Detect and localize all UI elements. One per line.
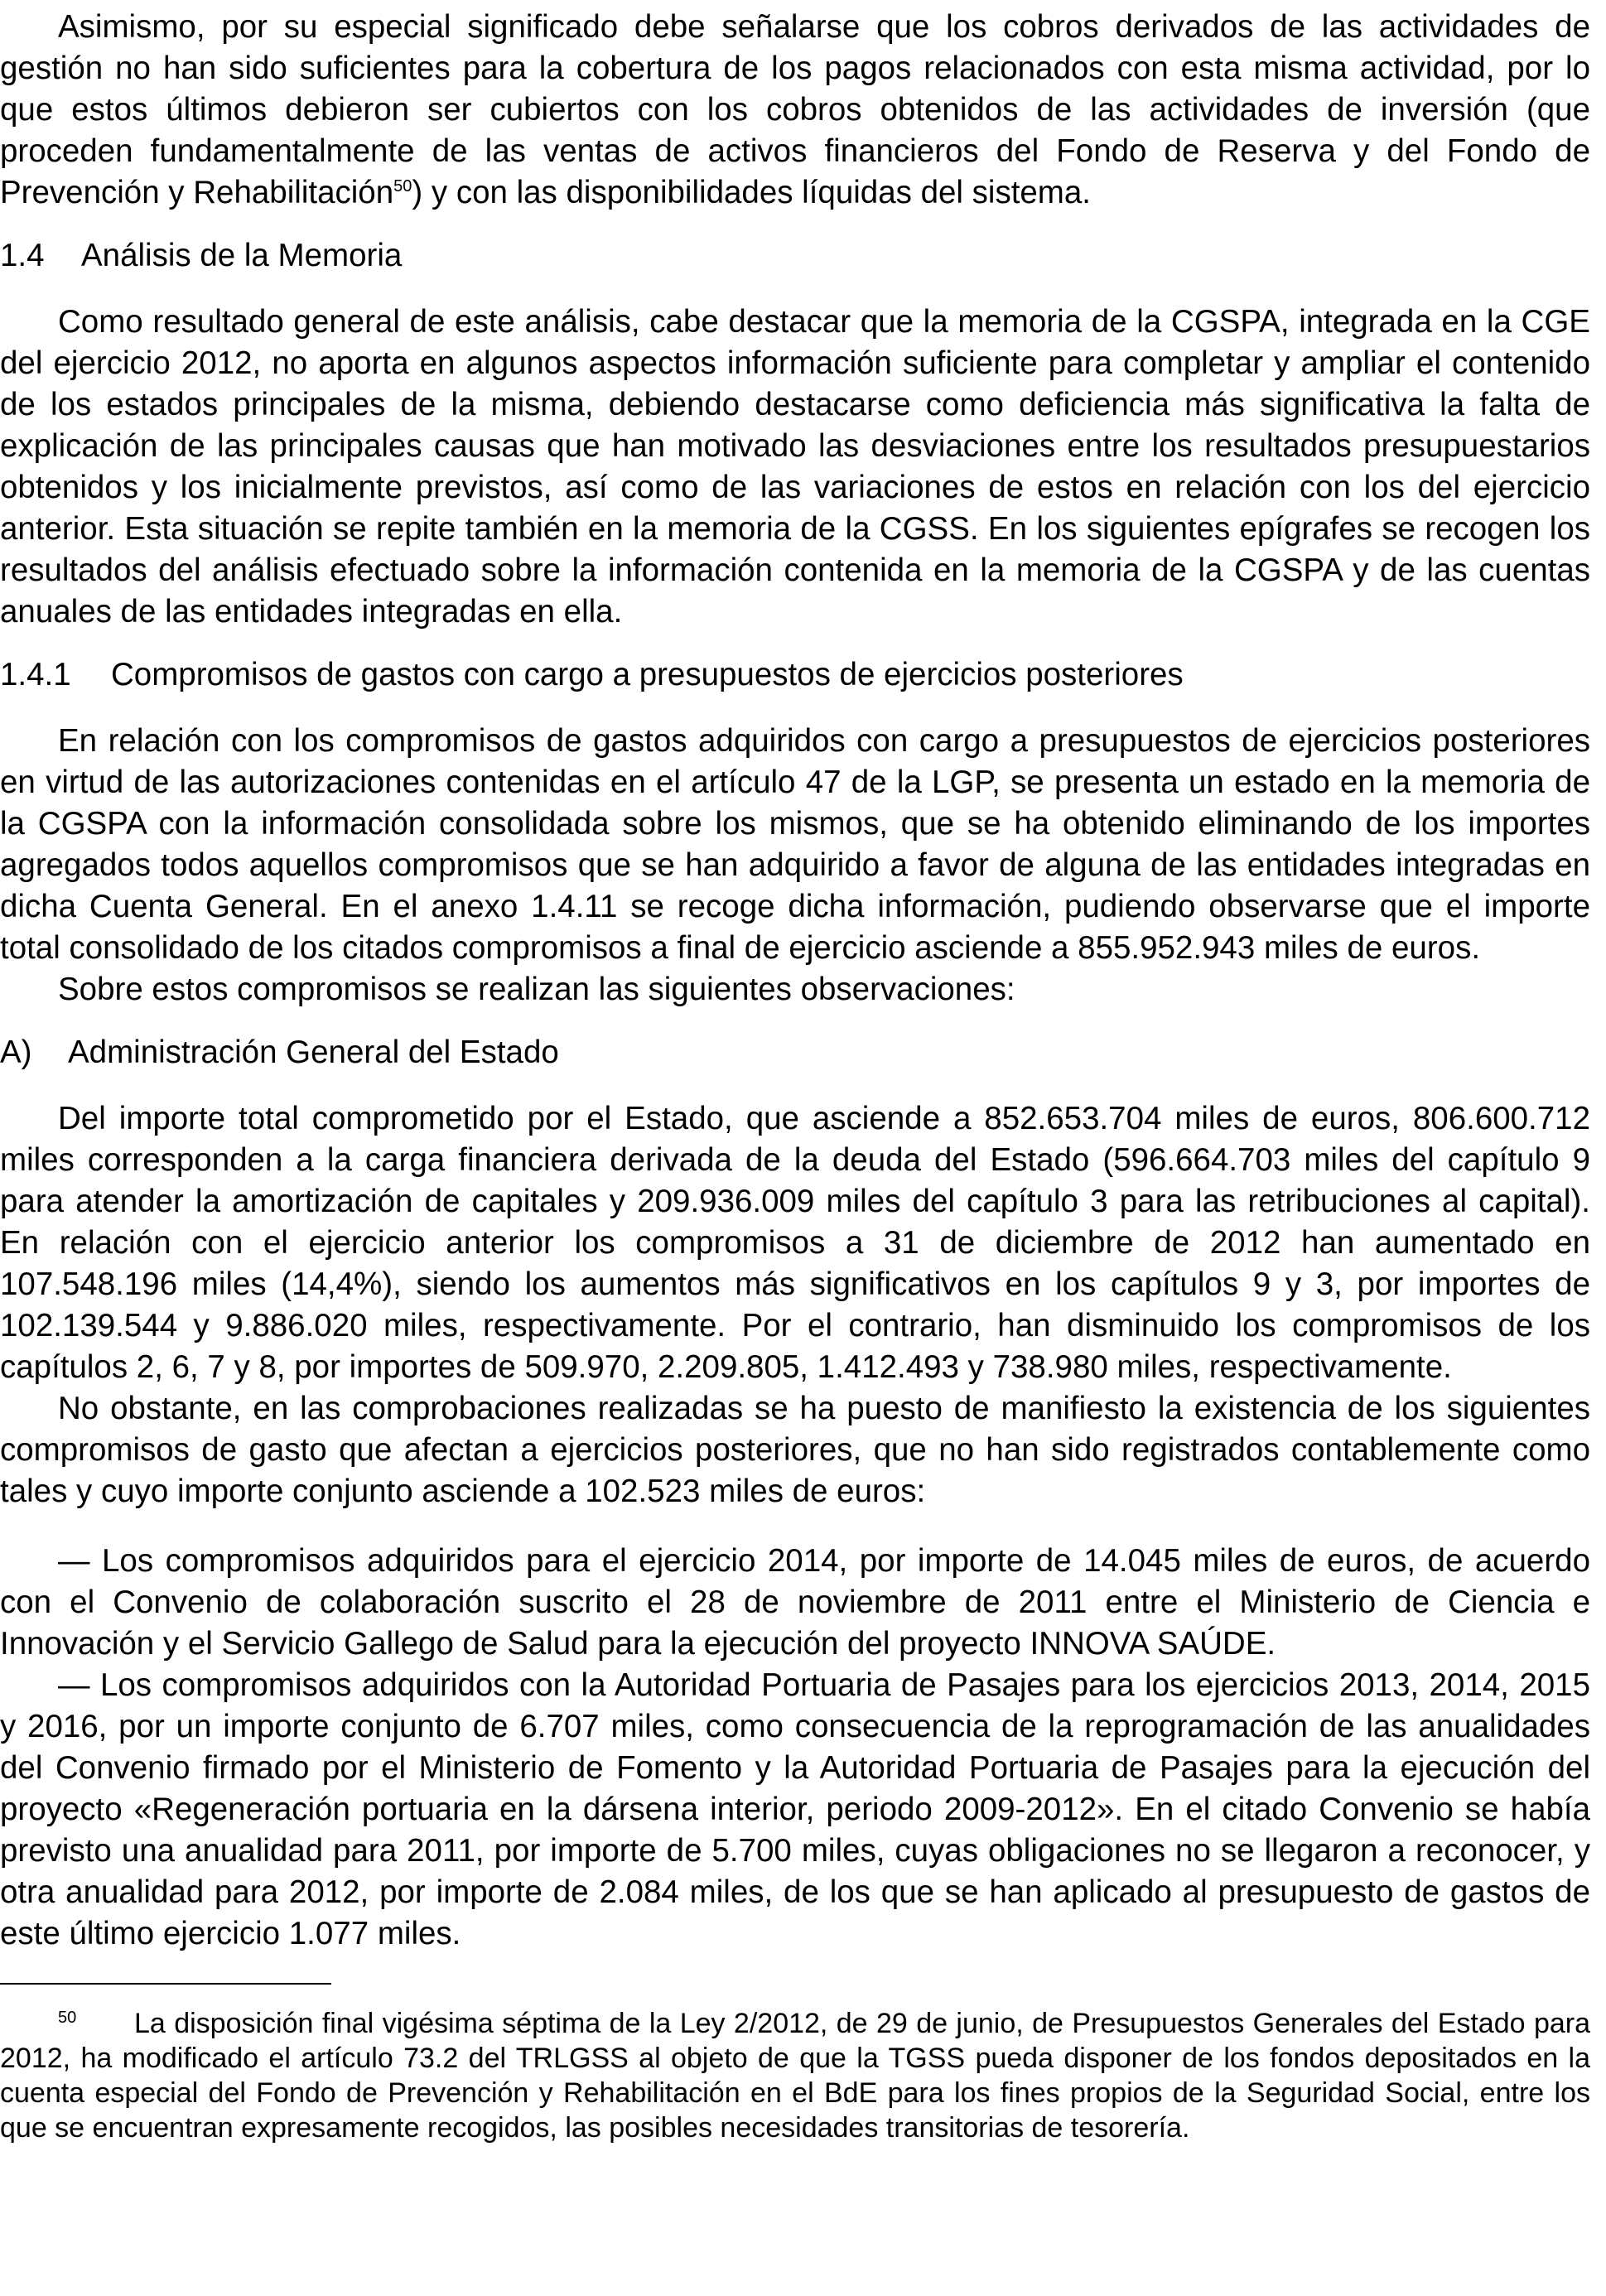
section-heading-1-4-1 bbox=[0, 654, 1590, 696]
section-letter: A) bbox=[0, 1035, 32, 1070]
section-number: 1.4 bbox=[0, 238, 45, 273]
section-number: 1.4.1 bbox=[0, 657, 71, 692]
list-item: — Los compromisos adquiridos con la Autoridad Portuaria de Pasajes para los ejercicios 2013, 2014, 2015 y 2016, por un importe conjunto de 6.707 miles, como consecuencia de la reprogramación de las anualidades del Convenio firmado por el Ministerio de Fomento y la Autoridad Portuaria de Pasajes para la ejecución del proyecto «Regeneración portuaria en la dársena interior, periodo 2009-2012». En el citado Convenio se había previsto una anualidad para 2011, por importe de 5.700 miles, cuyas obligaciones no se llegaron a reconocer, y otra anualidad para 2012, por importe de 2.084 miles, de los que se han aplicado al presupuesto de gastos de este último ejercicio 1.077 miles. bbox=[0, 1667, 1590, 1951]
list-item: — Los compromisos adquiridos para el ejercicio 2014, por importe de 14.045 miles de euros, de acuerdo con el Convenio de colaboración suscrito el 28 de noviembre de 2011 entre el Ministerio de Ciencia e Innovación y el Servicio Gallego de Salud para la ejecución del proyecto INNOVA SAÚDE. bbox=[0, 1543, 1590, 1662]
intro-paragraph bbox=[0, 7, 1590, 214]
section-title: Análisis de la Memoria bbox=[81, 238, 403, 273]
footnote: 50 La disposición final vigésima séptima de la Ley 2/2012, de 29 de junio, de Presupuestos Generales del Estado para 2012, ha modificado el artículo 73.2 del TRLGSS al objeto de que la TGSS pueda disponer de los fondos depositados en la cuenta especial del Fondo de Prevención y Rehabilitación en el BdE para los fines propios de la Seguridad Social, entre los que se encuentran expresamente recogidos, las posibles necesidades transitorias de tesorería. bbox=[0, 2008, 1590, 2144]
intro-text-end: ) y con las disponibilidades líquidas del sistema. bbox=[412, 175, 1091, 210]
footnote-reference[interactable]: 50 bbox=[393, 177, 412, 195]
section-heading-1-4 bbox=[0, 235, 1590, 277]
footnote-text: La disposición final vigésima séptima de la Ley 2/2012, de 29 de junio, de Presupuestos Generales del Estado para 2012, ha modificado el artículo 73.2 del TRLGSS al objeto de que la TGSS pueda disponer de los fondos depositados en la cuenta especial del Fondo de Prevención y Rehabilitación en el BdE para los fines propios de la Seguridad Social, entre los que se encuentran expresamente recogidos, las posibles necesidades transitorias de tesorería. bbox=[0, 2008, 1590, 2144]
section-1-4-1-paragraph: En relación con los compromisos de gastos adquiridos con cargo a presupuestos de ejercicios posteriores en virtud de las autorizaciones contenidas en el artículo 47 de la LGP, se presenta un estado en la memoria de la CGSPA con la información consolidada sobre los mismos, que se ha obtenido eliminando de los importes agregados todos aquellos compromisos que se han adquirido a favor de alguna de las entidades integradas en dicha Cuenta General. En el anexo 1.4.11 se recoge dicha información, pudiendo observarse que el importe total consolidado de los citados compromisos a final de ejercicio asciende a 855.952.943 miles de euros. bbox=[0, 723, 1590, 966]
footnote-divider bbox=[0, 1983, 331, 1985]
intro-text: Asimismo, por su especial significado debe señalarse que los cobros derivados de las actividades de gestión no han sido suficientes para la cobertura de los pagos relacionados con esta misma actividad, por lo que estos últimos debieron ser cubiertos con los cobros obtenidos de las actividades de inversión (que proceden fundamentalmente de las ventas de activos financieros del Fondo de Reserva y del Fondo de Prevención y Rehabilitación bbox=[0, 9, 1590, 210]
section-heading-a bbox=[0, 1032, 1590, 1073]
section-a-paragraph-unregistered: No obstante, en las comprobaciones realizadas se ha puesto de manifiesto la existencia de los siguientes compromisos de gasto que afectan a ejercicios posteriores, que no han sido registrados contablemente como tales y cuyo importe conjunto asciende a 102.523 miles de euros: bbox=[0, 1391, 1590, 1509]
section-1-4-paragraph: Como resultado general de este análisis, cabe destacar que la memoria de la CGSPA, integrada en la CGE del ejercicio 2012, no aporta en algunos aspectos información suficiente para completar y ampliar el contenido de los estados principales de la misma, debiendo destacarse como deficiencia más significativa la falta de explicación de las principales causas que han motivado las desviaciones entre los resultados presupuestarios obtenidos y los inicialmente previstos, así como de las variaciones de estos en relación con los del ejercicio anterior. Esta situación se repite también en la memoria de la CGSS. En los siguientes epígrafes se recogen los resultados del análisis efectuado sobre la información contenida en la memoria de la CGSPA y de las cuentas anuales de las entidades integradas en ella. bbox=[0, 304, 1590, 629]
section-1-4-1-observations: Sobre estos compromisos se realizan las siguientes observaciones: bbox=[58, 972, 1015, 1007]
document-page bbox=[0, 7, 1590, 2145]
section-title: Compromisos de gastos con cargo a presupuestos de ejercicios posteriores bbox=[111, 657, 1184, 692]
section-a-paragraph: Del importe total comprometido por el Estado, que asciende a 852.653.704 miles de euros, 806.600.712 miles corresponden a la carga financiera derivada de la deuda del Estado (596.664.703 miles del capítulo 9 para atender la amortización de capitales y 209.936.009 miles del capítulo 3 para las retribuciones al capital). En relación con el ejercicio anterior los compromisos a 31 de diciembre de 2012 han aumentado en 107.548.196 miles (14,4%), siendo los aumentos más significativos en los capítulos 9 y 3, por importes de 102.139.544 y 9.886.020 miles, respectivamente. Por el contrario, han disminuido los compromisos de los capítulos 2, 6, 7 y 8, por importes de 509.970, 2.209.805, 1.412.493 y 738.980 miles, respectivamente. bbox=[0, 1101, 1590, 1385]
section-title: Administración General del Estado bbox=[68, 1035, 559, 1070]
